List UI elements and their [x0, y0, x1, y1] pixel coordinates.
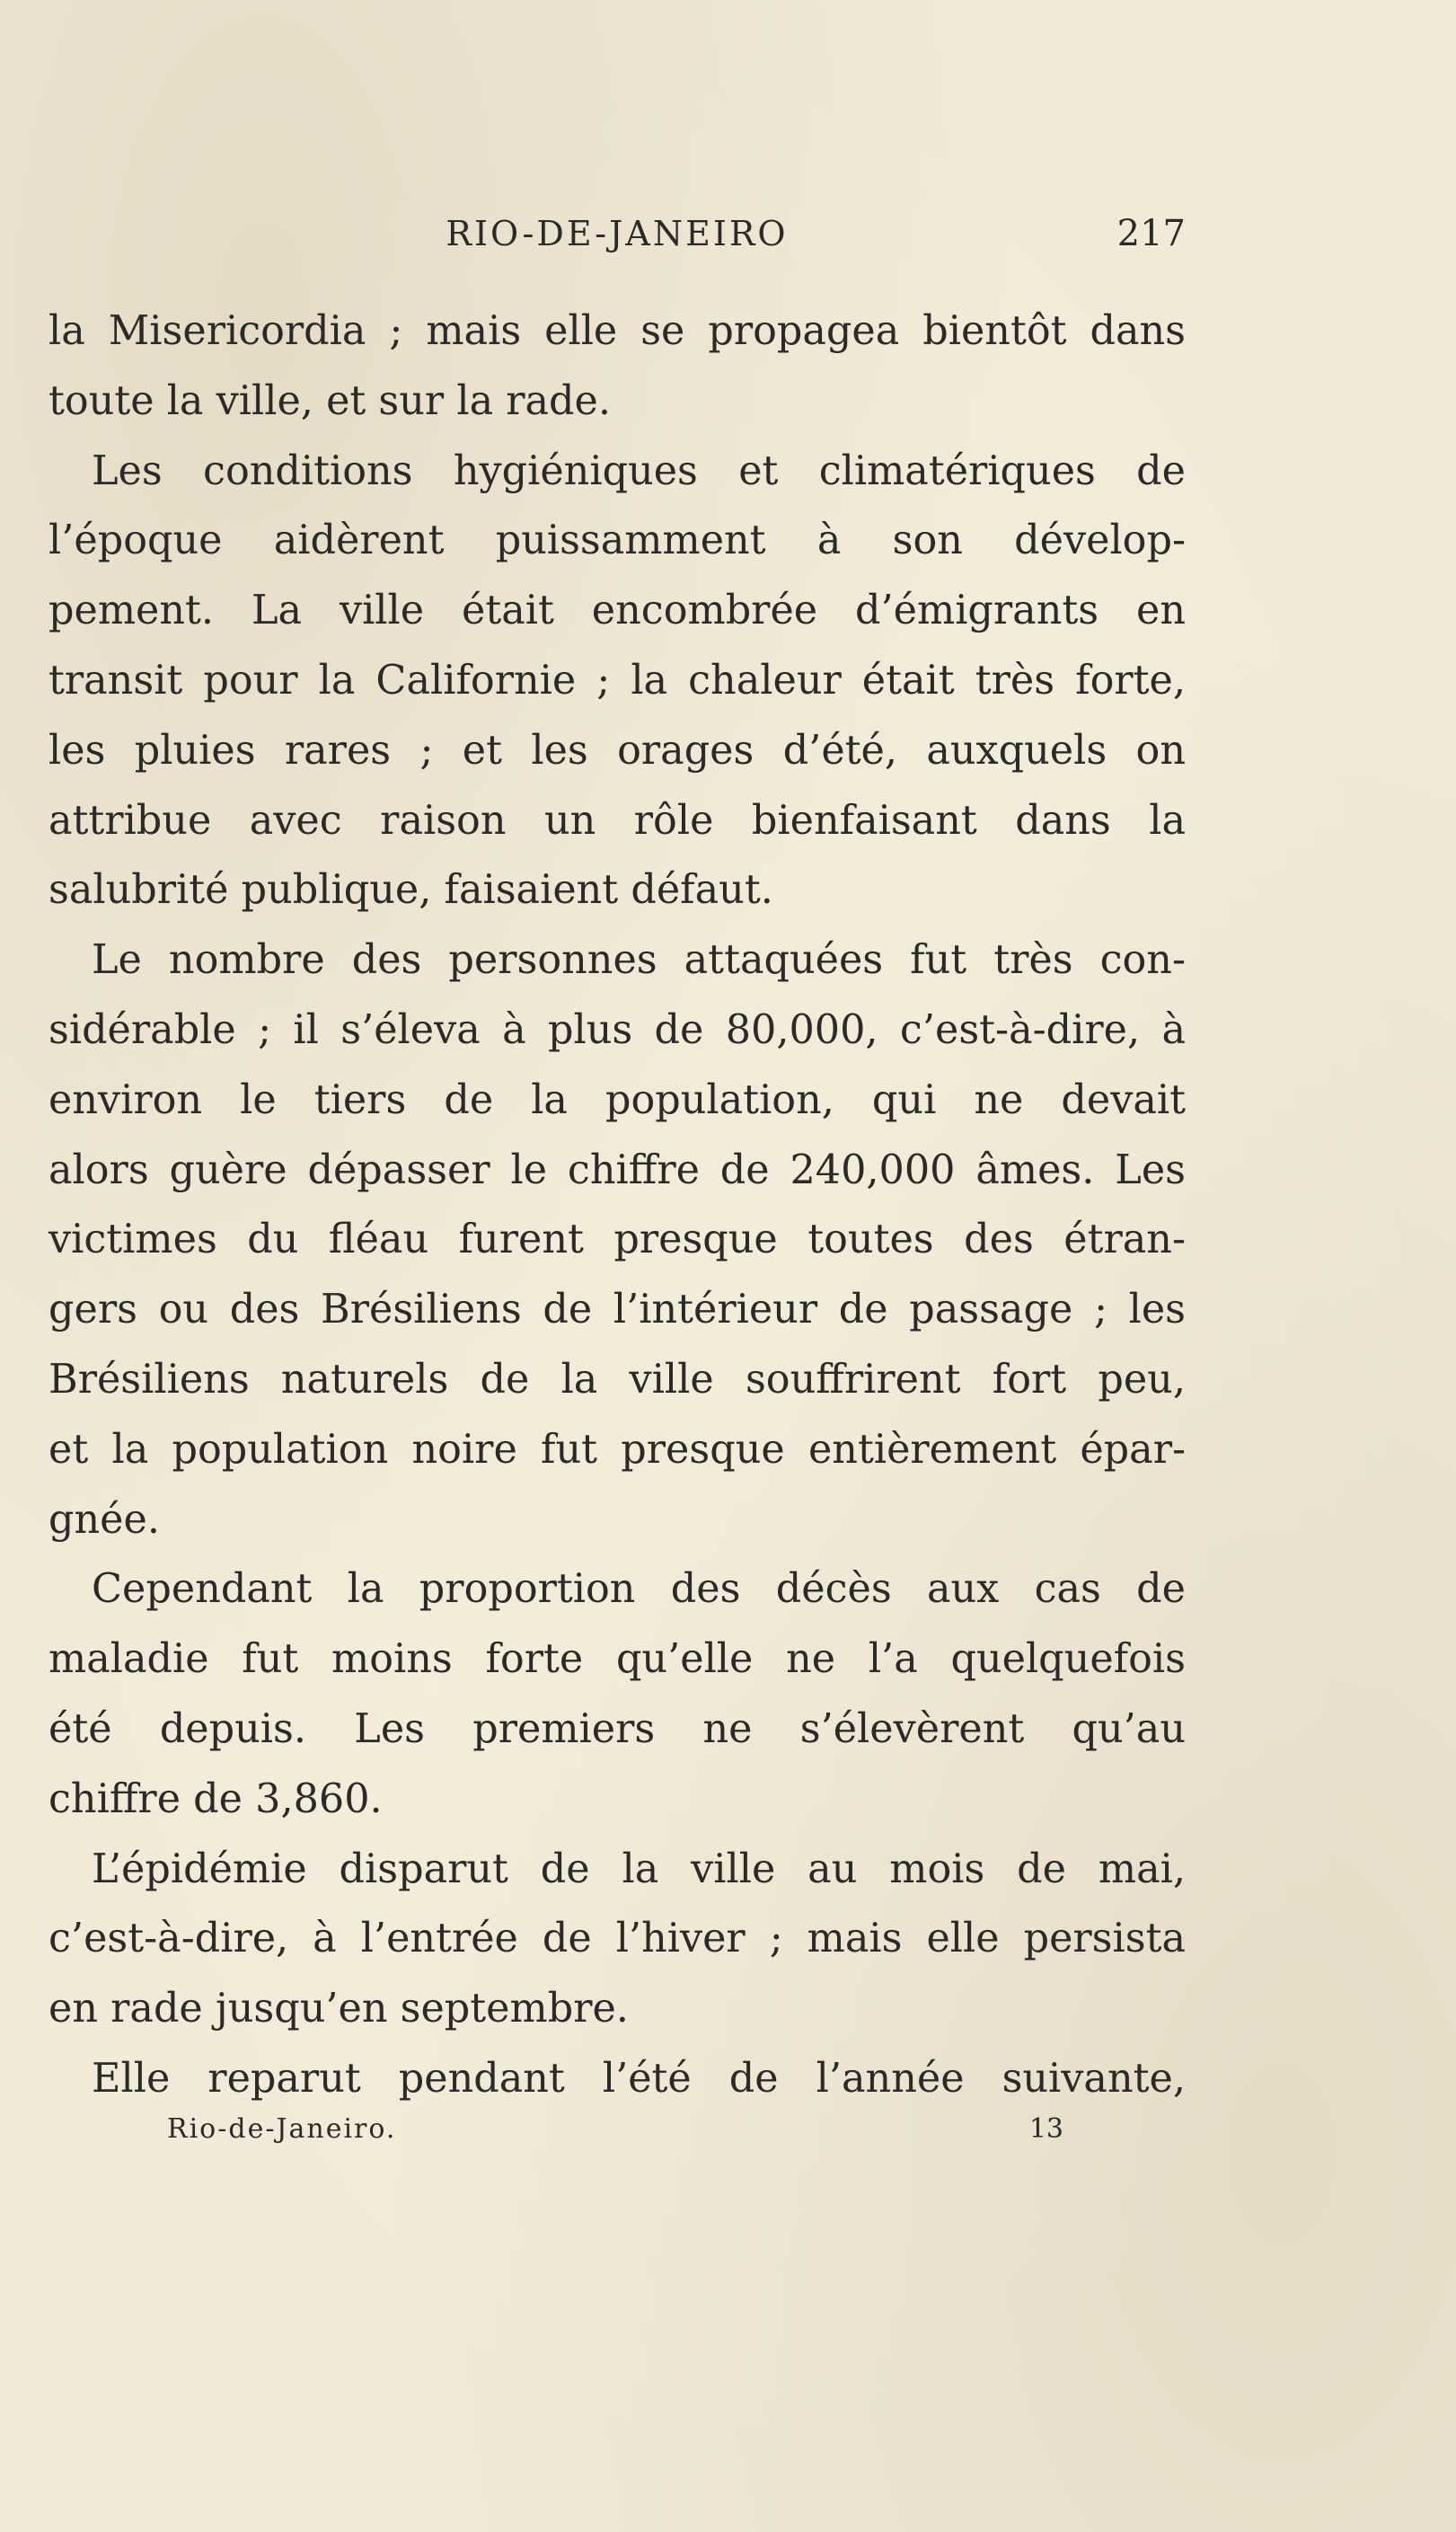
text-line: été depuis. Les premiers ne s’élevèrent qu’au: [49, 1705, 1186, 1752]
text-line: chiffre de 3,860.: [49, 1775, 383, 1822]
signature-line: [49, 2111, 1063, 2147]
text-line: Elle reparut pendant l’été de l’année suivante,: [92, 2055, 1186, 2102]
text-line: gers ou des Brésiliens de l’intérieur de passage ; les: [49, 1287, 1186, 1333]
text-line: sidérable ; il s’éleva à plus de 80,000, c’est-à-dire, à: [49, 1006, 1186, 1053]
running-head: [49, 211, 1186, 256]
text-line: la Misericordia ; mais elle se propagea bientôt dans: [49, 308, 1186, 354]
text-line: gnée.: [49, 1496, 160, 1543]
text-line: l’époque aidèrent puissamment à son dévelop-: [49, 518, 1186, 564]
page-number: 217: [1116, 213, 1186, 254]
running-title: RIO-DE-JANEIRO: [446, 214, 789, 253]
text-line: attribue avec raison un rôle bienfaisant dans la: [49, 797, 1186, 844]
text-line: transit pour la Californie ; la chaleur était très forte,: [49, 657, 1186, 704]
signature-mark: Rio-de-Janeiro.: [167, 2113, 397, 2145]
text-line: maladie fut moins forte qu’elle ne l’a quelquefois: [49, 1636, 1186, 1683]
text-line: L’épidémie disparut de la ville au mois de mai,: [92, 1846, 1186, 1892]
text-line: en rade jusqu’en septembre.: [49, 1986, 629, 2032]
text-line: pement. La ville était encombrée d’émigrants en: [49, 588, 1186, 634]
signature-number: 13: [1028, 2113, 1063, 2145]
text-line: et la population noire fut presque entièrement épar-: [49, 1426, 1186, 1473]
text-line: victimes du fléau furent presque toutes des étran-: [49, 1217, 1186, 1263]
text-line: Le nombre des personnes attaquées fut très con-: [92, 937, 1186, 984]
text-line: alors guère dépasser le chiffre de 240,000 âmes. Les: [49, 1146, 1186, 1193]
text-line: Brésiliens naturels de la ville souffrirent fort peu,: [49, 1356, 1186, 1403]
text-line: environ le tiers de la population, qui ne devait: [49, 1076, 1186, 1123]
text-line: les pluies rares ; et les orages d’été, auxquels on: [49, 727, 1186, 774]
text-line: Les conditions hygiéniques et climatériques de: [92, 447, 1186, 494]
text-line: salubrité publique, faisaient défaut.: [49, 867, 773, 914]
text-line: c’est-à-dire, à l’entrée de l’hiver ; mais elle persista: [49, 1916, 1186, 1962]
text-line: toute la ville, et sur la rade.: [49, 377, 612, 424]
body-text: [49, 297, 1186, 2114]
text-line: Cependant la proportion des décès aux cas de: [92, 1566, 1186, 1613]
